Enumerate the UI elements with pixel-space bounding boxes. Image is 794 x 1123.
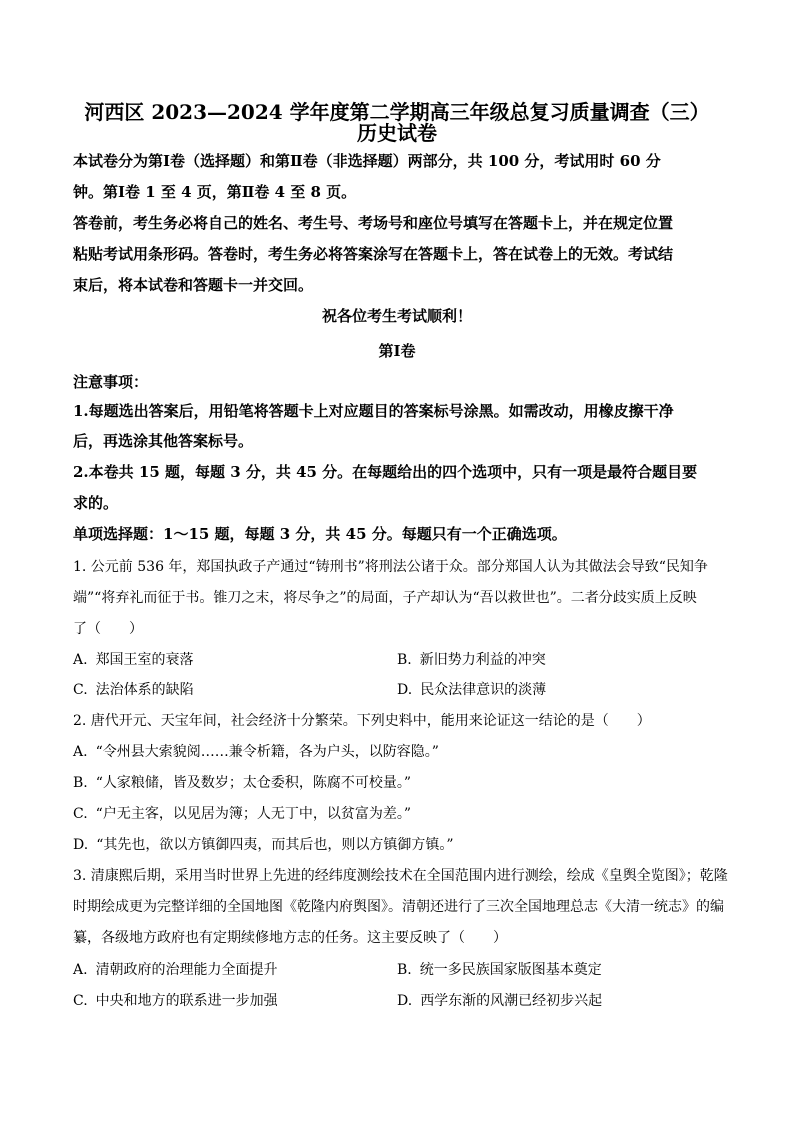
option-text: 统一多民族国家版图基本奠定 xyxy=(419,962,602,978)
option-label: D. xyxy=(73,837,89,853)
notice-line: 后，再选涂其他答案标号。 xyxy=(73,432,254,450)
mc-heading: 单项选择题：1～15 题，每题 3 分，共 45 分。每题只有一个正确选项。 xyxy=(73,525,567,543)
section-title: 第Ⅰ卷 xyxy=(378,342,416,360)
intro-line: 答卷前，考生务必将自己的姓名、考生号、考场号和座位号填写在答题卡上，并在规定位置 xyxy=(73,214,674,232)
option-label: D. xyxy=(397,993,413,1009)
question-text: 时期绘成更为完整详细的全国地图《乾隆内府舆图》。清朝还进行了三次全国地理总志《大清一统志》的编 xyxy=(73,899,724,915)
option-label: C. xyxy=(73,682,88,698)
option-label: D. xyxy=(397,682,413,698)
question-text: 纂，各级地方政府也有定期续修地方志的任务。这主要反映了（ ） xyxy=(73,930,507,946)
option-d xyxy=(397,680,546,700)
option-d xyxy=(397,991,602,1011)
option-text: 西学东渐的风潮已经初步兴起 xyxy=(420,993,603,1009)
option-text: “人家粮储，皆及数岁；太仓委积，陈腐不可校量。” xyxy=(95,775,412,791)
option-label: A. xyxy=(73,744,88,760)
question-text: 了（ ） xyxy=(73,621,143,637)
option-c xyxy=(73,804,411,824)
notice-line: 2.本卷共 15 题，每题 3 分，共 45 分。在每题给出的四个选项中，只有一项是最符合题目要 xyxy=(73,463,698,481)
notice-heading: 注意事项： xyxy=(73,373,149,391)
exam-title: 河西区 2023—2024 学年度第二学期高三年级总复习质量调查（三） xyxy=(84,100,710,124)
option-a xyxy=(73,960,278,980)
option-text: “令州县大索貌阅……兼令析籍，各为户头，以防容隐。” xyxy=(95,744,439,760)
option-d xyxy=(73,835,454,855)
option-c xyxy=(73,680,194,700)
question-text: 1. 公元前 536 年，郑国执政子产通过“铸刑书”将刑法公诸于众。部分郑国人认为其做法会导致“民知争 xyxy=(73,559,708,575)
intro-line: 粘贴考试用条形码。答卷时，考生务必将答案涂写在答题卡上，答在试卷上的无效。考试结 xyxy=(73,245,674,263)
option-label: B. xyxy=(397,652,412,668)
option-label: A. xyxy=(73,652,88,668)
notice-line: 求的。 xyxy=(73,494,119,512)
option-text: 民众法律意识的淡薄 xyxy=(420,682,547,698)
option-text: “其先也，欲以方镇御四夷，而其后也，则以方镇御方镇。” xyxy=(96,837,454,853)
option-label: C. xyxy=(73,993,88,1009)
question-text: 3. 清康熙后期，采用当时世界上先进的经纬度测绘技术在全国范围内进行测绘，绘成《皇舆全览图》；乾隆 xyxy=(73,868,728,884)
notice-line: 1.每题选出答案后，用铅笔将答题卡上对应题目的答案标号涂黑。如需改动，用橡皮擦干净 xyxy=(73,402,674,420)
intro-line: 钟。第Ⅰ卷 1 至 4 页，第Ⅱ卷 4 至 8 页。 xyxy=(73,183,357,201)
option-label: A. xyxy=(73,962,88,978)
option-label: C. xyxy=(73,806,88,822)
option-a xyxy=(73,742,439,762)
option-b xyxy=(73,773,411,793)
wish-text: 祝各位考生考试顺利！ xyxy=(321,307,472,325)
option-label: B. xyxy=(73,775,88,791)
exam-subtitle: 历史试卷 xyxy=(357,121,437,145)
option-c xyxy=(73,991,278,1011)
intro-line: 本试卷分为第Ⅰ卷（选择题）和第Ⅱ卷（非选择题）两部分，共 100 分，考试用时 60 分 xyxy=(73,152,661,170)
option-text: “户无主客，以见居为簿；人无丁中，以贫富为差。” xyxy=(95,806,411,822)
option-label: B. xyxy=(397,962,412,978)
question-text: 端”“将弃礼而征于书。锥刀之末，将尽争之”的局面，子产却认为“吾以救世也”。二者分歧实质上反映 xyxy=(73,590,697,606)
option-text: 中央和地方的联系进一步加强 xyxy=(95,993,278,1009)
question-text: 2. 唐代开元、天宝年间，社会经济十分繁荣。下列史料中，能用来论证这一结论的是（ ） xyxy=(73,713,651,729)
option-text: 郑国王室的衰落 xyxy=(95,652,194,668)
option-b xyxy=(397,650,546,670)
option-text: 法治体系的缺陷 xyxy=(95,682,194,698)
option-text: 清朝政府的治理能力全面提升 xyxy=(95,962,278,978)
option-text: 新旧势力利益的冲突 xyxy=(419,652,546,668)
intro-line: 束后，将本试卷和答题卡一并交回。 xyxy=(73,276,314,294)
option-a xyxy=(73,650,194,670)
option-b xyxy=(397,960,602,980)
